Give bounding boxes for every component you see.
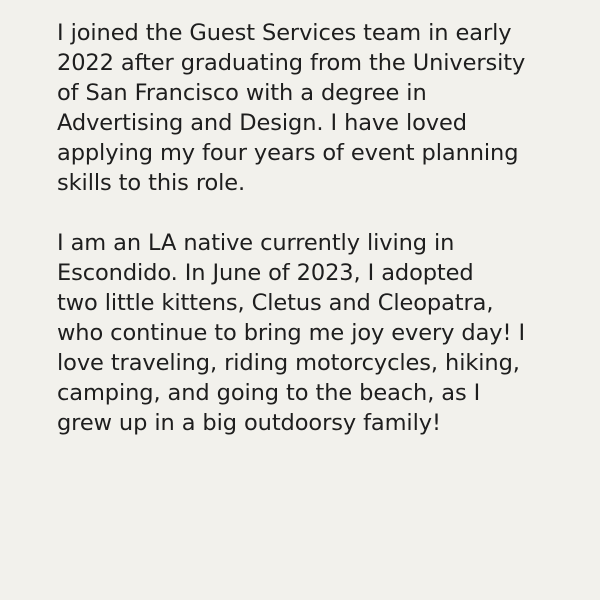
bio-paragraph-1-line-1: I joined the Guest Services team in early (57, 20, 512, 46)
bio-paragraph-2-line-1: I am an LA native currently living in (57, 230, 455, 256)
bio-text-block (57, 18, 557, 438)
bio-paragraph-1-line-6: skills to this role. (57, 170, 246, 196)
bio-paragraph-2-line-3: two little kittens, Cletus and Cleopatra, (57, 290, 494, 316)
bio-paragraph-2-line-7: grew up in a big outdoorsy family! (57, 410, 441, 436)
bio-paragraph-2-line-4: who continue to bring me joy every day! I (57, 320, 525, 346)
bio-paragraph-1-line-4: Advertising and Design. I have loved (57, 110, 467, 136)
bio-paragraph-1-line-3: of San Francisco with a degree in (57, 80, 427, 106)
bio-paragraph-2-line-2: Escondido. In June of 2023, I adopted (57, 260, 474, 286)
bio-paragraph-1-line-2: 2022 after graduating from the University (57, 50, 526, 76)
bio-paragraph-2-line-5: love traveling, riding motorcycles, hiking, (57, 350, 520, 376)
bio-paragraph-2 (57, 228, 557, 438)
bio-paragraph-1-line-5: applying my four years of event planning (57, 140, 519, 166)
bio-paragraph-1 (57, 18, 557, 198)
bio-paragraph-2-line-6: camping, and going to the beach, as I (57, 380, 481, 406)
